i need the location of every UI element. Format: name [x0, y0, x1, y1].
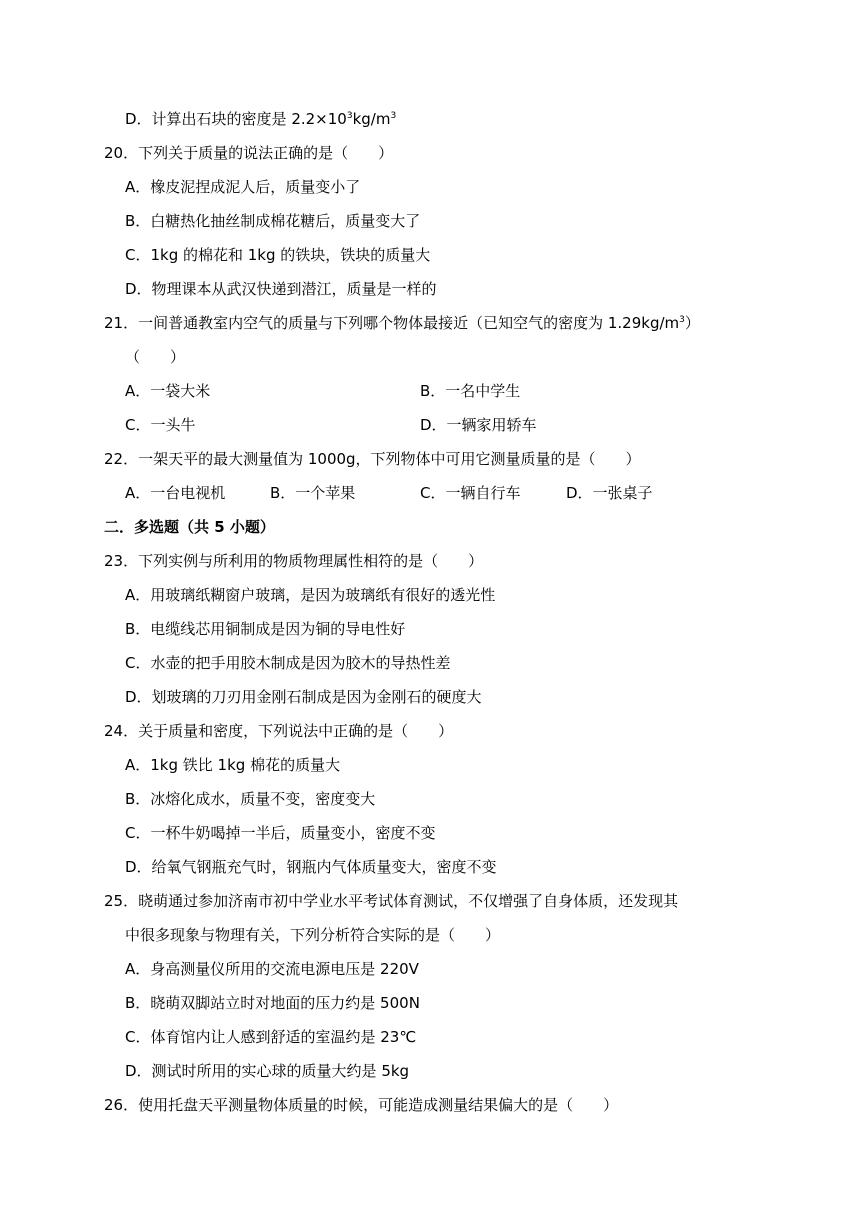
- q24-option-c: C．一杯牛奶喝掉一半后，质量变小，密度不变: [125, 824, 436, 842]
- q22-option-a: A．一台电视机: [125, 484, 226, 502]
- q25-option-a: A．身高测量仪所用的交流电源电压是 220V: [125, 960, 419, 978]
- q24-option-d: D．给氧气钢瓶充气时，钢瓶内气体质量变大，密度不变: [125, 858, 497, 876]
- q19-option-d-text: D．计算出石块的密度是 2.2×10: [125, 110, 347, 128]
- q21-option-b: B．一名中学生: [420, 382, 521, 400]
- q25-option-c: C．体育馆内让人感到舒适的室温约是 23℃: [125, 1028, 417, 1046]
- q20-option-b: B．白糖热化抽丝制成棉花糖后，质量变大了: [125, 212, 421, 230]
- q21-option-a: A．一袋大米: [125, 382, 211, 400]
- q22-option-c: C．一辆自行车: [420, 484, 521, 502]
- q23-option-a: A．用玻璃纸糊窗户玻璃，是因为玻璃纸有很好的透光性: [125, 586, 496, 604]
- q23-option-b: B．电缆线芯用铜制成是因为铜的导电性好: [125, 620, 406, 638]
- q25-stem-line-1: 25．晓萌通过参加济南市初中学业水平考试体育测试，不仅增强了自身体质，还发现其: [104, 892, 679, 910]
- q23-option-c: C．水壶的把手用胶木制成是因为胶木的导热性差: [125, 654, 451, 672]
- q23-option-d: D．划玻璃的刀刃用金刚石制成是因为金刚石的硬度大: [125, 688, 482, 706]
- q25-stem-line-2: 中很多现象与物理有关，下列分析符合实际的是（ ）: [125, 926, 501, 944]
- q23-stem: 23．下列实例与所利用的物质物理属性相符的是（ ）: [104, 552, 484, 570]
- q21-option-c: C．一头牛: [125, 416, 196, 434]
- q25-option-d: D．测试时所用的实心球的质量大约是 5kg: [125, 1062, 410, 1080]
- section-title-multiple-choice: 二．多选题（共 5 小题）: [104, 518, 275, 536]
- q21-option-d: D．一辆家用轿车: [420, 416, 537, 434]
- q19-option-d: [125, 108, 396, 130]
- q22-option-d: D．一张桌子: [566, 484, 653, 502]
- q20-option-d: D．物理课本从武汉快递到潜江，质量是一样的: [125, 280, 437, 298]
- q22-stem: 22．一架天平的最大测量值为 1000g，下列物体中可用它测量质量的是（ ）: [104, 450, 641, 468]
- q20-stem: 20．下列关于质量的说法正确的是（ ）: [104, 144, 394, 162]
- q21-stem-text: 21．一间普通教室内空气的质量与下列哪个物体最接近（已知空气的密度为 1.29kg/m: [104, 314, 680, 332]
- q25-option-b: B．晓萌双脚站立时对地面的压力约是 500N: [125, 994, 420, 1012]
- q21-stem: [104, 312, 700, 334]
- q19-option-d-unit: kg/m: [352, 110, 391, 128]
- q26-stem: 26．使用托盘天平测量物体质量的时候，可能造成测量结果偏大的是（ ）: [104, 1096, 619, 1114]
- q19-option-d-exponent: 3: [346, 111, 353, 121]
- q21-stem-exponent: 3: [679, 315, 685, 325]
- q21-stem-close: ）: [684, 314, 700, 332]
- q24-stem: 24．关于质量和密度，下列说法中正确的是（ ）: [104, 722, 454, 740]
- q22-option-b: B．一个苹果: [270, 484, 356, 502]
- q24-option-a: A．1kg 铁比 1kg 棉花的质量大: [125, 756, 341, 774]
- q20-option-a: A．橡皮泥捏成泥人后，质量变小了: [125, 178, 361, 196]
- q21-answer-blank: （ ）: [125, 348, 186, 366]
- q24-option-b: B．冰熔化成水，质量不变，密度变大: [125, 790, 376, 808]
- q20-option-c: C．1kg 的棉花和 1kg 的铁块，铁块的质量大: [125, 246, 431, 264]
- q19-option-d-unit-exponent: 3: [390, 111, 397, 121]
